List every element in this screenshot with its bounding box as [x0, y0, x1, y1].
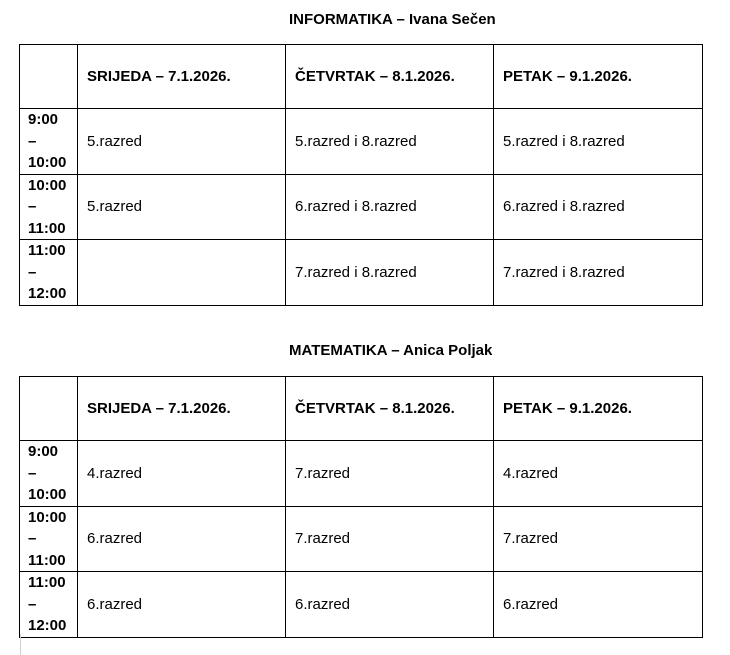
- time-dash: –: [28, 530, 37, 547]
- header-corner-cell: [20, 45, 78, 109]
- page-edge-line: [20, 634, 21, 655]
- schedule-cell: 6.razred i 8.razred: [494, 174, 703, 240]
- schedule-cell: 5.razred i 8.razred: [286, 109, 494, 175]
- time-dash: –: [28, 263, 37, 281]
- time-dash: –: [28, 132, 37, 150]
- time-dash: –: [28, 198, 37, 215]
- schedule-cell: 5.razred i 8.razred: [494, 109, 703, 175]
- schedule-cell: 6.razred: [78, 572, 286, 638]
- time-start: 11:00: [28, 574, 66, 591]
- table-row: [20, 109, 703, 175]
- table-row: [20, 572, 703, 638]
- time-end: 12:00: [28, 617, 67, 634]
- time-start: 10:00: [28, 176, 67, 194]
- schedule-cell: 7.razred i 8.razred: [286, 240, 494, 306]
- time-start: 10:00: [28, 508, 67, 526]
- schedule-cell: 5.razred: [78, 174, 286, 240]
- schedule-cell: 7.razred: [286, 441, 494, 507]
- table-header-row: [20, 45, 703, 109]
- header-day-friday: PETAK – 9.1.2026.: [494, 377, 703, 441]
- time-start: 9:00: [28, 443, 59, 460]
- header-day-wednesday: SRIJEDA – 7.1.2026.: [78, 45, 286, 109]
- table-row: [20, 174, 703, 240]
- time-slot-cell: [20, 240, 78, 306]
- header-day-thursday: ČETVRTAK – 8.1.2026.: [286, 45, 494, 109]
- time-end: 10:00: [28, 486, 67, 503]
- header-day-wednesday: SRIJEDA – 7.1.2026.: [78, 377, 286, 441]
- time-start: 11:00: [28, 242, 66, 259]
- schedule-cell: 4.razred: [494, 441, 703, 507]
- time-dash: –: [28, 595, 37, 613]
- schedule-cell: 4.razred: [78, 441, 286, 507]
- schedule-cell: 7.razred: [286, 506, 494, 572]
- table-row: [20, 441, 703, 507]
- schedule-cell: 7.razred i 8.razred: [494, 240, 703, 306]
- table-row: [20, 506, 703, 572]
- schedule-table-matematika: [19, 376, 703, 638]
- time-end: 11:00: [28, 219, 66, 237]
- time-start: 9:00: [28, 111, 59, 128]
- schedule-cell: [78, 240, 286, 306]
- table-header-row: [20, 377, 703, 441]
- time-slot-cell: [20, 441, 78, 507]
- time-end: 10:00: [28, 154, 67, 171]
- table-row: [20, 240, 703, 306]
- section-title-informatika: INFORMATIKA – Ivana Sečen: [289, 11, 496, 28]
- schedule-cell: 6.razred: [78, 506, 286, 572]
- header-day-friday: PETAK – 9.1.2026.: [494, 45, 703, 109]
- schedule-table-informatika: [19, 44, 703, 306]
- time-end: 11:00: [28, 551, 66, 569]
- schedule-cell: 7.razred: [494, 506, 703, 572]
- time-slot-cell: [20, 109, 78, 175]
- time-slot-cell: [20, 572, 78, 638]
- header-day-thursday: ČETVRTAK – 8.1.2026.: [286, 377, 494, 441]
- header-corner-cell: [20, 377, 78, 441]
- schedule-cell: 6.razred: [494, 572, 703, 638]
- section-title-matematika: MATEMATIKA – Anica Poljak: [289, 342, 493, 359]
- time-slot-cell: [20, 506, 78, 572]
- schedule-cell: 6.razred i 8.razred: [286, 174, 494, 240]
- time-end: 12:00: [28, 285, 67, 302]
- schedule-cell: 5.razred: [78, 109, 286, 175]
- schedule-cell: 6.razred: [286, 572, 494, 638]
- time-dash: –: [28, 464, 37, 482]
- time-slot-cell: [20, 174, 78, 240]
